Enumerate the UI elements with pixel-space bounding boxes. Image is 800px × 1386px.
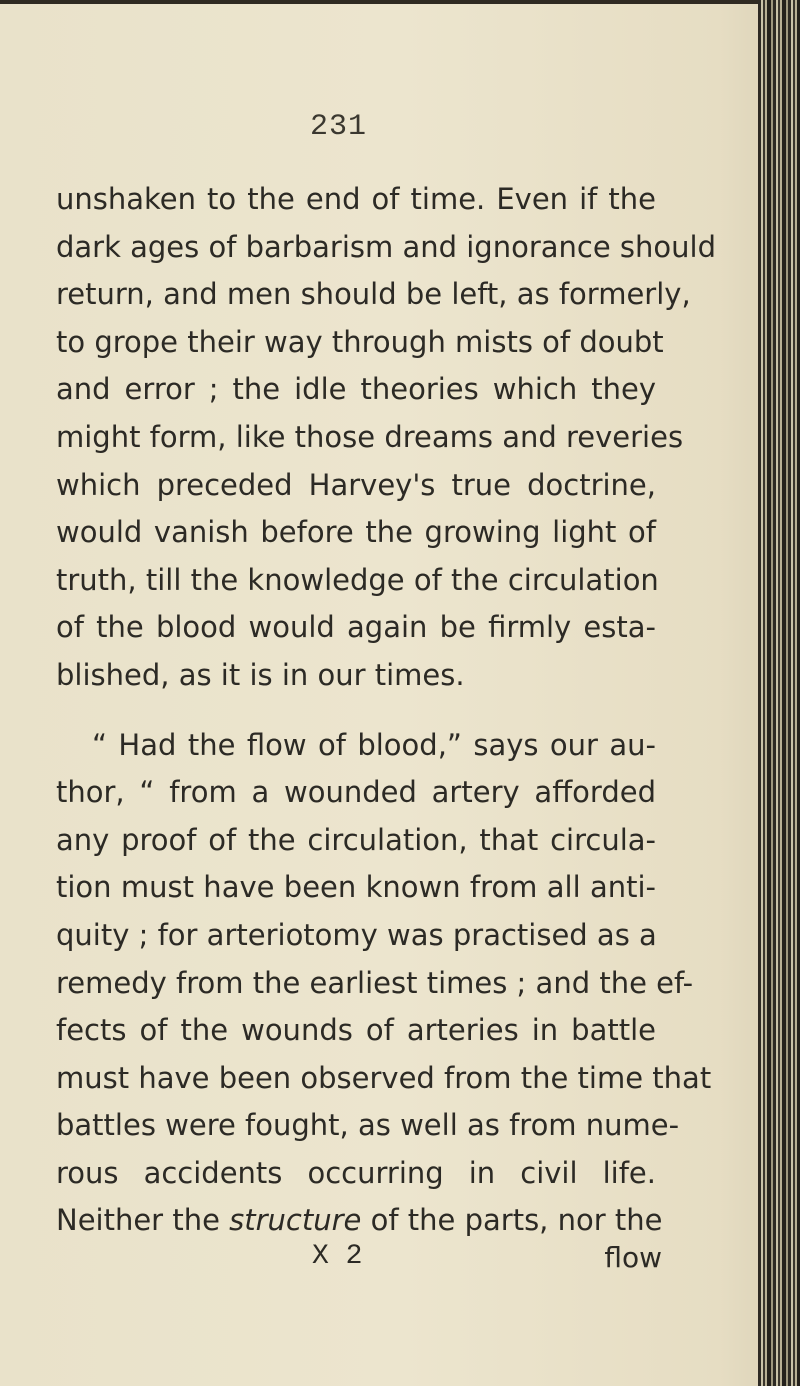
text-line: might form, like those dreams and reveries: [56, 419, 684, 454]
text-line-with-italic: [56, 1197, 663, 1245]
text-line: thor, “ from a wounded artery afforded: [56, 775, 656, 810]
page-number: 231: [310, 110, 368, 144]
body-text: [56, 176, 716, 1245]
text-line: would vanish before the growing light of: [56, 515, 656, 550]
text-line: and error ; the idle theories which they: [56, 372, 656, 407]
text-line: any proof of the circulation, that circula-: [56, 822, 656, 857]
text-line: “ Had the flow of blood,” says our au-: [92, 727, 656, 762]
text-line: remedy from the earliest times ; and the ef-: [56, 965, 694, 1000]
text-line: quity ; for arteriotomy was practised as a: [56, 917, 657, 952]
text-fragment: of the parts, nor the: [361, 1203, 663, 1238]
book-spine-edge: [758, 0, 800, 1386]
text-line: dark ages of barbarism and ignorance should: [56, 229, 716, 264]
text-line: return, and men should be left, as formerly,: [56, 277, 691, 312]
text-line: unshaken to the end of time. Even if the: [56, 182, 656, 216]
text-line: truth, till the knowledge of the circulation: [56, 562, 659, 597]
text-line: which preceded Harvey's true doctrine,: [56, 467, 656, 502]
text-line: tion must have been known from all anti-: [56, 870, 656, 905]
catchword: flow: [604, 1241, 662, 1274]
text-line: rous accidents occurring in civil life.: [56, 1155, 656, 1190]
signature-mark: X 2: [312, 1241, 363, 1272]
text-line: of the blood would again be firmly esta-: [56, 610, 656, 645]
text-line: to grope their way through mists of doubt: [56, 324, 664, 359]
page-top-edge: [0, 0, 800, 4]
text-fragment: Neither the: [56, 1203, 230, 1238]
text-line: battles were fought, as well as from nume-: [56, 1108, 680, 1143]
italic-term: structure: [229, 1203, 362, 1238]
text-line: must have been observed from the time that: [56, 1060, 712, 1095]
paragraph-break: [56, 700, 656, 722]
text-line: fects of the wounds of arteries in battle: [56, 1013, 656, 1048]
text-line: blished, as it is in our times.: [56, 657, 465, 692]
